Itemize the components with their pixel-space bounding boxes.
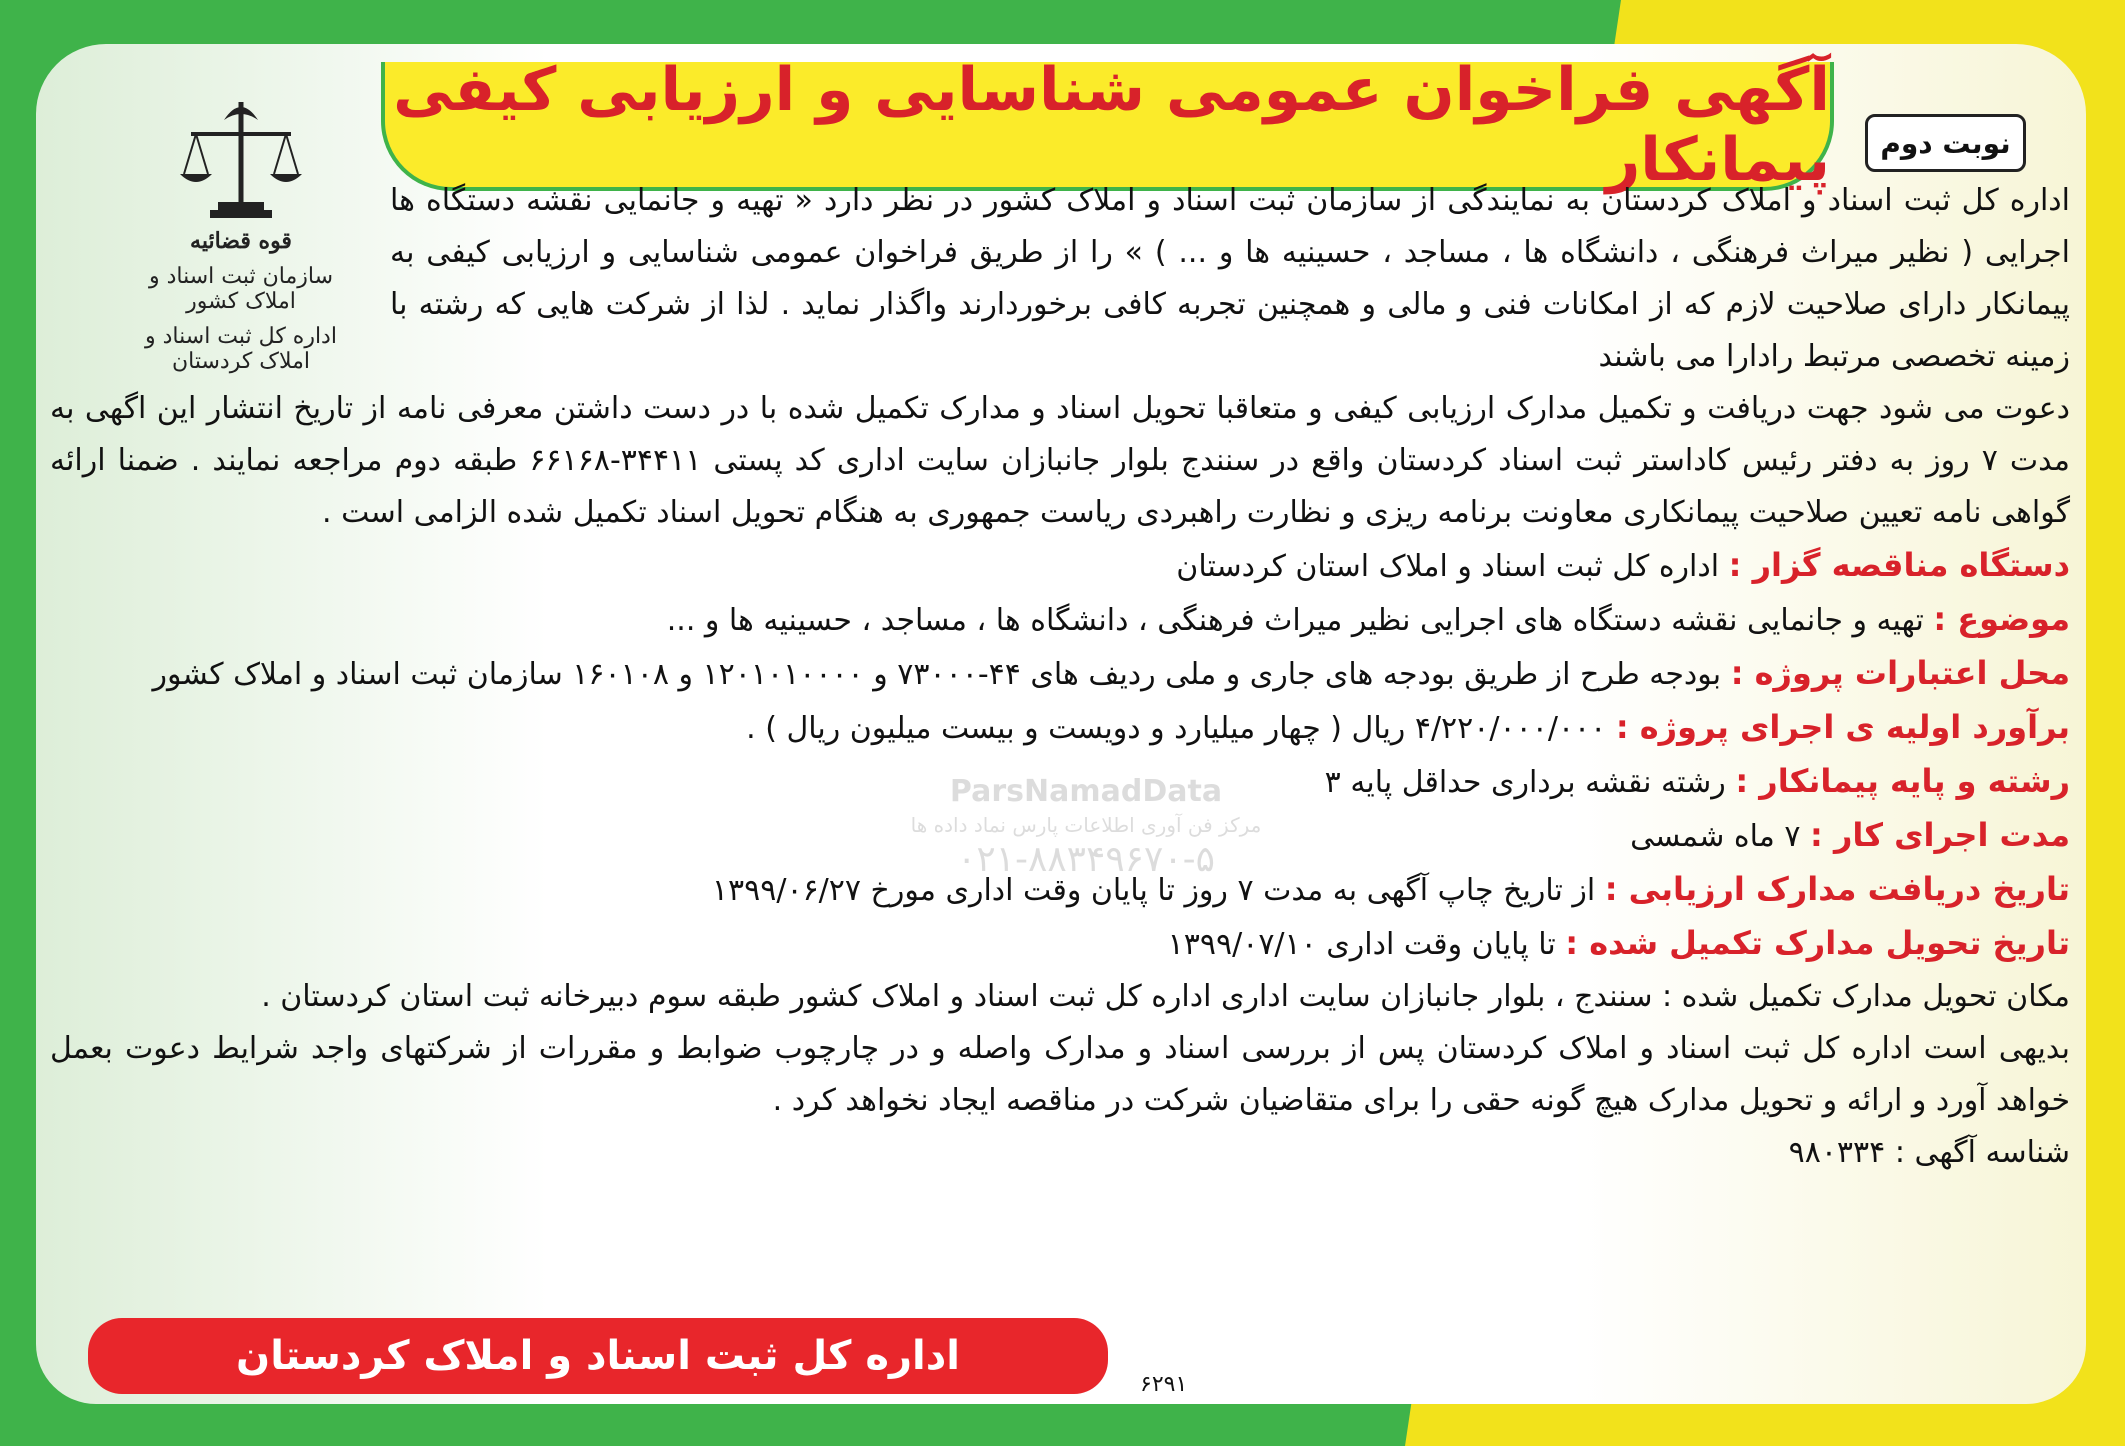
field-value: تا پایان وقت اداری ۱۳۹۹/۰۷/۱۰ [1167, 927, 1556, 962]
notice-body [50, 175, 2070, 1179]
field-estimate [50, 701, 2070, 755]
field-label: برآورد اولیه ی اجرای پروژه : [1615, 708, 2070, 746]
watermark-name: ParsNamadData [949, 774, 1223, 809]
intro-paragraph: اداره کل ثبت اسناد و املاک کردستان به نمایندگی از سازمان ثبت اسناد و املاک کشور در نظر دارد « تهیه و جانمایی نقشه دستگاه ها اجرایی ( نظیر میراث فرهنگی ، دانشگاه ها ، مساجد ، حسینیه ها و ... ) » را از طریق فراخوان عمومی شناسایی و ارزیابی کیفی به پیمانکار دارای صلاحیت لازم که از امکانات فنی و مالی و همچنین تجربه کافی برخوردارند واگذار نماید . لذا از شرکت هایی که رشته با زمینه تخصصی مرتبط رادارا می باشند [390, 183, 2070, 374]
field-value: از تاریخ چاپ آگهی به مدت ۷ روز تا پایان وقت اداری مورخ ۱۳۹۹/۰۶/۲۷ [711, 873, 1596, 908]
closing-paragraph: بدیهی است اداره کل ثبت اسناد و املاک کردستان پس از بررسی اسناد و مدارک واصله و در چارچوب ضوابط و مقررات از شرکتهای واجد شرایط دعوت بعمل خواهد آورد و ارائه و تحویل مدارک هیچ گونه حقی را برای متقاضیان شرکت در مناقصه ایجاد نخواهد کرد . [50, 1031, 2070, 1118]
intro-paragraph-2: دعوت می شود جهت دریافت و تکمیل مدارک ارزیابی کیفی و متعاقبا تحویل اسناد و مدارک تکمیل شده با در دست داشتن معرفی نامه از تاریخ انتشار این اگهی به مدت ۷ روز به دفتر رئیس کاداستر ثبت اسناد کردستان واقع در سنندج بلوار جانبازان سایت اداری کد پستی ۳۴۴۱۱-۶۶۱۶۸ طبقه دوم مراجعه نمایند . ضمنا ارائه گواهی نامه تعیین صلاحیت پیمانکاری معاونت برنامه ریزی و نظارت راهبردی ریاست جمهوری به هنگام تحویل اسناد تکمیل شده الزامی است . [50, 391, 2070, 530]
field-contractor-grade [50, 755, 2070, 809]
field-receive-date [50, 863, 2070, 917]
field-value: تهیه و جانمایی نقشه دستگاه های اجرایی نظیر میراث فرهنگی ، دانشگاه ها ، مساجد ، حسینیه ها و ... [666, 603, 1924, 638]
field-value: رشته نقشه برداری حداقل پایه ۳ [1324, 765, 1726, 800]
field-submit-date [50, 917, 2070, 971]
field-funding [50, 647, 2070, 701]
page-title: آگهی فراخوان عمومی شناسایی و ارزیابی کیفی پیمانکار [393, 54, 1830, 195]
emblem-judiciary-label: قوه قضائیه [190, 228, 292, 254]
ad-id: شناسه آگهی : ۹۸۰۳۳۴ [1788, 1135, 2070, 1170]
footer-organization: اداره کل ثبت اسناد و املاک کردستان [236, 1333, 960, 1379]
field-label: موضوع : [1933, 600, 2070, 638]
field-label: تاریخ دریافت مدارک ارزیابی : [1604, 870, 2070, 908]
field-value: ۴/۲۲۰/۰۰۰/۰۰۰ ریال ( چهار میلیارد و دویست و بیست میلیون ریال ) . [746, 711, 1607, 746]
delivery-place: مکان تحویل مدارک تکمیل شده : سنندج ، بلوار جانبازان سایت اداری اداره کل ثبت اسناد و املاک کشور طبقه سوم دبیرخانه ثبت استان کردستان . [261, 979, 2070, 1014]
field-value: اداره کل ثبت اسناد و املاک استان کردستان [1176, 549, 1720, 584]
watermark-subtitle: مرکز فن آوری اطلاعات پارس نماد داده ها [910, 813, 1262, 837]
field-duration [50, 809, 2070, 863]
emblem-office-label: اداره کل ثبت اسناد و املاک کردستان [145, 324, 337, 374]
title-banner [381, 54, 1834, 195]
watermark-phone: ۰۲۱-۸۸۳۴۹۶۷۰-۵ [956, 839, 1215, 880]
serial-number: ۶۲۹۱ [1140, 1372, 1188, 1397]
field-label: تاریخ تحویل مدارک تکمیل شده : [1565, 924, 2070, 962]
field-tender-authority [50, 539, 2070, 593]
field-label: محل اعتبارات پروژه : [1730, 654, 2070, 692]
field-label: دستگاه مناقصه گزار : [1728, 546, 2070, 584]
field-value: ۷ ماه شمسی [1630, 819, 1801, 854]
field-value: بودجه طرح از طریق بودجه های جاری و ملی ردیف های ۴۴-۷۳۰۰۰ و ۱۲۰۱۰۱۰۰۰۰ و ۱۶۰۱۰۸ سازمان ثبت اسناد و املاک کشور [152, 657, 1722, 692]
field-label: رشته و پایه پیمانکار : [1735, 762, 2070, 800]
field-subject [50, 593, 2070, 647]
field-label: مدت اجرای کار : [1810, 816, 2070, 854]
round-badge: نوبت دوم [1865, 114, 2026, 172]
footer-banner [88, 1318, 1108, 1394]
emblem-org-label: سازمان ثبت اسناد و املاک کشور [148, 264, 334, 314]
